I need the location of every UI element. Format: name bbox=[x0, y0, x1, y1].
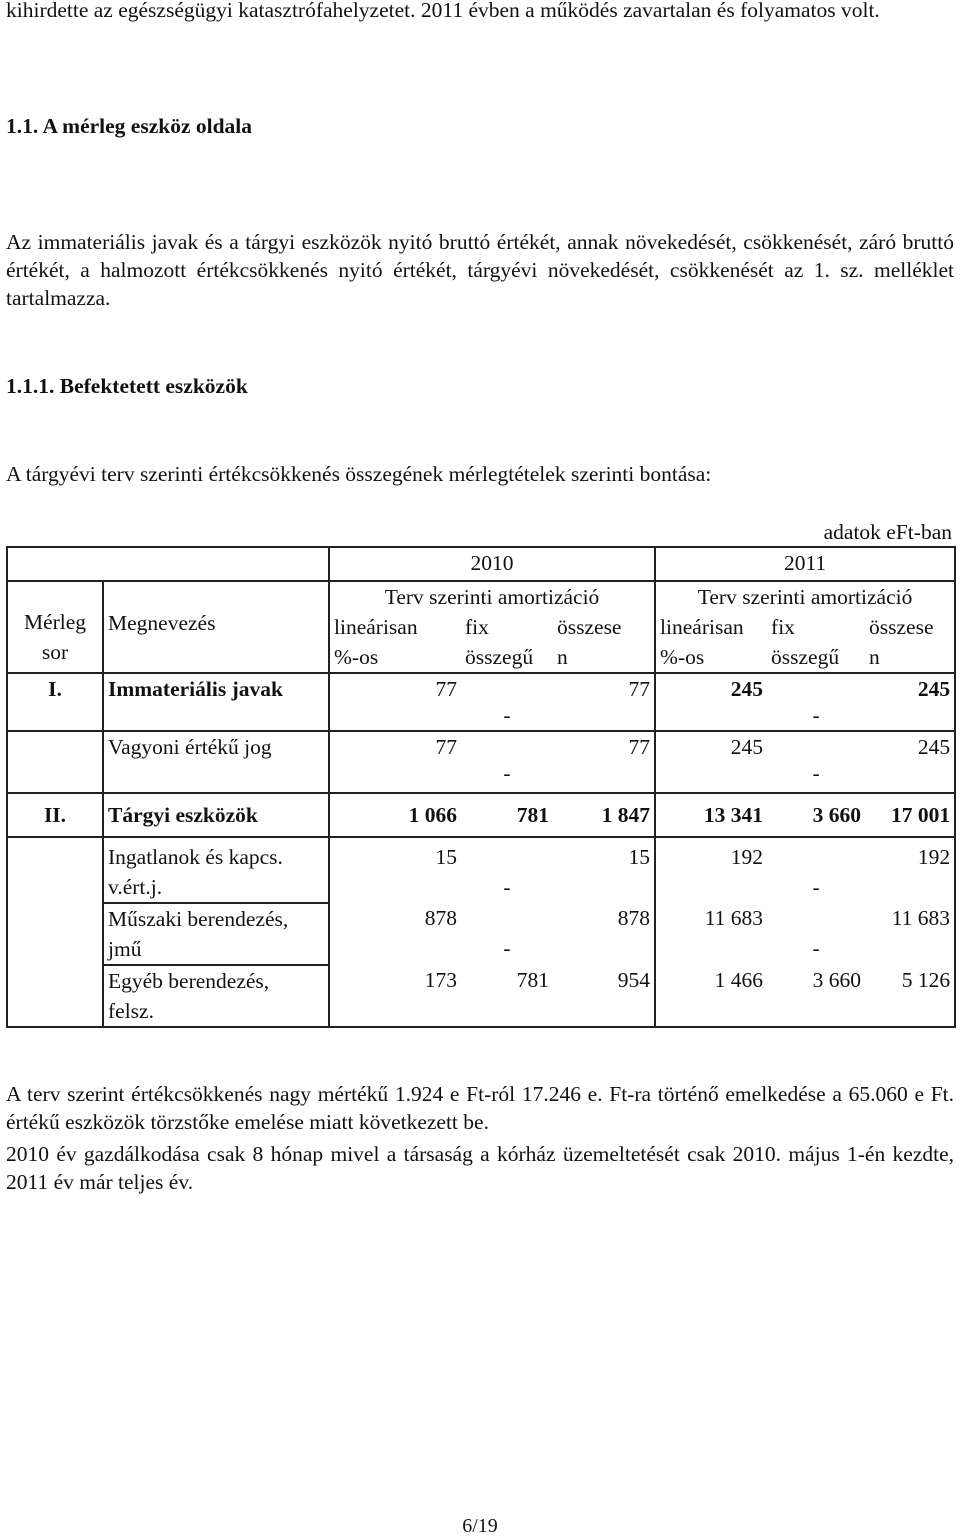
col-linear-2010-line2: %-os bbox=[329, 642, 461, 673]
section-paragraph: Az immateriális javak és a tárgyi eszközök nyitó bruttó értékét, annak növekedését, csökkenését, záró bruttó értékét, a halmozott értékcsökkenés nyitó értékét, tárgyévi növekedését, csökkenését az 1. sz. melléklet tartalmazza. bbox=[6, 230, 954, 310]
row-name-line1: Műszaki berendezés, bbox=[108, 907, 289, 931]
cell-fix-2010: - bbox=[503, 761, 511, 785]
cell-tot-2010: 954 bbox=[553, 965, 655, 1027]
subsection-heading: 1.1.1. Befektetett eszközök bbox=[6, 374, 248, 398]
cell-lin-2010: 77 bbox=[329, 731, 461, 793]
cell-fix-2010: 781 bbox=[461, 965, 553, 1027]
table-caption: A tárgyévi terv szerinti értékcsökkenés összegének mérlegtételek szerinti bontása: bbox=[6, 462, 712, 486]
cell-fix-2010: 781 bbox=[461, 793, 553, 837]
row-label: II. bbox=[7, 793, 103, 837]
cell-fix-2011: 3 660 bbox=[767, 965, 865, 1027]
closing-paragraph-1: A terv szerint értékcsökkenés nagy mértékű 1.924 e Ft-ról 17.246 e. Ft-ra történő emelkedése a 65.060 e Ft. értékű eszközök törzstőke emelése miatt következett be. bbox=[6, 1082, 954, 1134]
cell-tot-2010: 15 bbox=[553, 837, 655, 903]
col-total-2011-line1: összese bbox=[865, 612, 955, 642]
cell-fix-2011: 3 660 bbox=[767, 793, 865, 837]
col-total-2011-line2: n bbox=[865, 642, 955, 673]
unit-note: adatok eFt-ban bbox=[823, 520, 952, 544]
col-fixed-2011-line2: összegű bbox=[771, 645, 840, 669]
row-name-line2: v.ért.j. bbox=[108, 875, 163, 899]
group-header-2010: Terv szerinti amortizáció bbox=[329, 581, 655, 612]
cell-tot-2011: 192 bbox=[865, 837, 955, 903]
col-row-label-line2: sor bbox=[41, 640, 69, 664]
row-name: Immateriális javak bbox=[103, 673, 329, 731]
col-linear-2010-line1: lineárisan bbox=[329, 612, 461, 642]
cell-fix-2011: - bbox=[812, 936, 820, 960]
table-group-row bbox=[7, 581, 955, 612]
col-linear-2011-line2: %-os bbox=[655, 642, 767, 673]
cell-tot-2010: 878 bbox=[617, 906, 651, 930]
cell-lin-2010: 77 bbox=[329, 673, 461, 731]
intro-paragraph: kihirdette az egészségügyi katasztrófahelyzetet. 2011 évben a működés zavartalan és folyamatos volt. bbox=[6, 0, 880, 22]
cell-lin-2010: 1 066 bbox=[329, 793, 461, 837]
cell-fix-2011: - bbox=[812, 703, 820, 727]
table-row bbox=[7, 837, 955, 903]
cell-lin-2010: 878 bbox=[329, 903, 461, 965]
cell-fix-2010: - bbox=[503, 875, 511, 899]
cell-lin-2010: 173 bbox=[329, 965, 461, 1027]
col-name-header: Megnevezés bbox=[103, 581, 329, 673]
row-name: Tárgyi eszközök bbox=[103, 793, 329, 837]
table-row bbox=[7, 965, 955, 1027]
cell-lin-2011: 13 341 bbox=[655, 793, 767, 837]
row-name-line2: jmű bbox=[108, 937, 142, 961]
cell-tot-2011: 245 bbox=[865, 673, 955, 731]
col-fixed-2010-line1: fix bbox=[465, 615, 489, 639]
col-row-label-line1: Mérleg bbox=[23, 610, 87, 634]
row-label bbox=[7, 731, 103, 793]
table-row bbox=[7, 793, 955, 837]
col-total-2010-line1: összese bbox=[557, 615, 622, 639]
row-label: I. bbox=[7, 673, 103, 731]
row-name-line1: Egyéb berendezés, bbox=[108, 969, 270, 993]
year-2010-header: 2010 bbox=[329, 547, 655, 581]
cell-lin-2011: 11 683 bbox=[655, 903, 767, 965]
col-fixed-2011-line1: fix bbox=[771, 615, 795, 639]
cell-tot-2011: 17 001 bbox=[865, 793, 955, 837]
cell-lin-2011: 1 466 bbox=[655, 965, 767, 1027]
cell-lin-2011: 245 bbox=[655, 673, 767, 731]
cell-fix-2010: - bbox=[503, 703, 511, 727]
closing-paragraph-2: 2010 év gazdálkodása csak 8 hónap mivel a társaság a kórház üzemeltetését csak 2010. május 1-én kezdte, 2011 év már teljes év. bbox=[6, 1142, 954, 1194]
cell-fix-2011: - bbox=[812, 761, 820, 785]
col-linear-2011-line1: lineárisan bbox=[655, 612, 767, 642]
page-number: 6/19 bbox=[462, 1515, 498, 1537]
table-row bbox=[7, 903, 955, 965]
year-2011-header: 2011 bbox=[655, 547, 955, 581]
col-fixed-2010-line2: összegű bbox=[465, 645, 534, 669]
row-name-line1: Ingatlanok és kapcs. bbox=[108, 845, 283, 869]
table-row bbox=[7, 731, 955, 793]
cell-tot-2011: 11 683 bbox=[865, 903, 955, 965]
row-name: Vagyoni értékű jog bbox=[103, 731, 329, 793]
section-heading: 1.1. A mérleg eszköz oldala bbox=[6, 114, 253, 138]
depreciation-table bbox=[6, 546, 956, 1028]
cell-tot-2011: 245 bbox=[865, 731, 955, 793]
cell-tot-2010: 1 847 bbox=[553, 793, 655, 837]
row-name-line2: felsz. bbox=[108, 999, 154, 1023]
cell-tot-2011: 5 126 bbox=[865, 965, 955, 1027]
cell-lin-2011: 192 bbox=[655, 837, 767, 903]
cell-lin-2010: 15 bbox=[329, 837, 461, 903]
cell-tot-2010: 77 bbox=[553, 731, 655, 793]
table-row bbox=[7, 673, 955, 731]
cell-fix-2011: - bbox=[812, 875, 820, 899]
cell-lin-2011: 245 bbox=[655, 731, 767, 793]
col-total-2010-line2: n bbox=[557, 645, 568, 669]
cell-fix-2010: - bbox=[503, 936, 511, 960]
cell-tot-2010: 77 bbox=[553, 673, 655, 731]
group-header-2011: Terv szerinti amortizáció bbox=[655, 581, 955, 612]
table-year-row bbox=[7, 547, 955, 581]
